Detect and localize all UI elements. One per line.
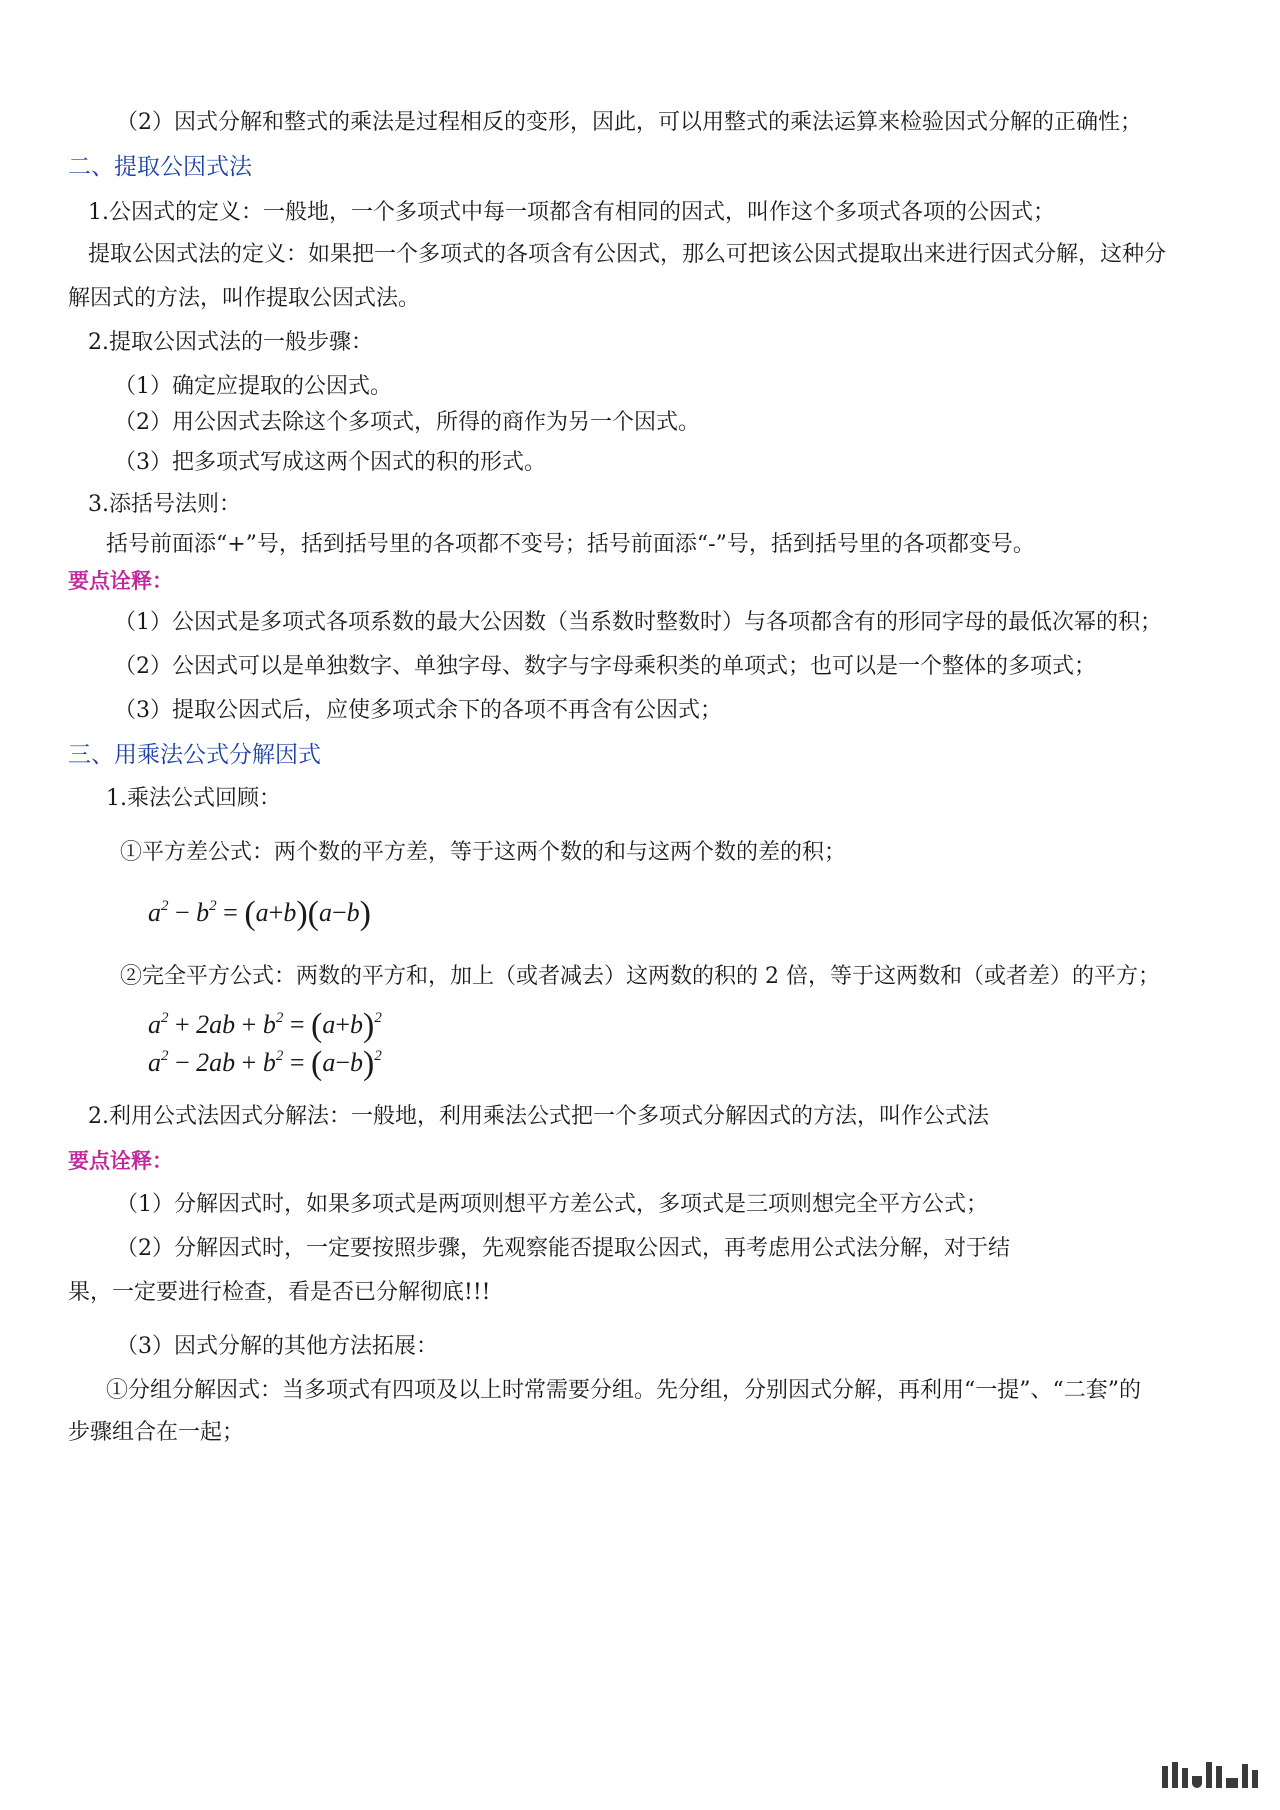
extraction-method-definition-line1: 提取公因式法的定义：如果把一个多项式的各项含有公因式，那么可把该公因式提取出来进行因式分解，这种分 xyxy=(88,242,1167,267)
section-heading-extract-common-factor: 二、提取公因式法 xyxy=(68,154,252,180)
steps-title: 2.提取公因式法的一般步骤： xyxy=(88,330,373,355)
perfect-square-difference-formula: $a^2 - 2ab + b^2 = (a-b)^2$ xyxy=(148,1045,382,1082)
perfect-square-text: ②完全平方公式：两数的平方和，加上（或者减去）这两数的积的 2 倍，等于这两数和（或者差）的平方； xyxy=(120,964,1160,989)
extraction-method-definition-line2: 解因式的方法，叫作提取公因式法。 xyxy=(68,286,421,311)
intro-line: （2）因式分解和整式的乘法是过程相反的变形，因此，可以用整式的乘法运算来检验因式分解的正确性； xyxy=(116,110,1143,135)
key-point-item: （2）公因式可以是单独数字、单独字母、数字与字母乘积类的单项式；也可以是一个整体的多项式； xyxy=(114,654,1097,679)
bracket-rule-title: 3.添括号法则： xyxy=(88,492,241,517)
formula-review-title: 1.乘法公式回顾： xyxy=(106,786,281,811)
step-item: （3）把多项式写成这两个因式的积的形式。 xyxy=(114,450,546,475)
key-point-item: （1）公因式是多项式各项系数的最大公因数（当系数时整数时）与各项都含有的形同字母的最低次幂的积； xyxy=(114,610,1163,635)
difference-of-squares-formula: $a^2 - b^2 = (a+b)(a-b)$ xyxy=(148,895,371,932)
key-point-item-continued: 果，一定要进行检查，看是否已分解彻底!!! xyxy=(68,1280,491,1305)
section-heading-multiplication-formulas: 三、用乘法公式分解因式 xyxy=(68,742,321,768)
key-point-item: （1）分解因式时，如果多项式是两项则想平方差公式，多项式是三项则想完全平方公式； xyxy=(116,1192,989,1217)
difference-of-squares-text: ①平方差公式：两个数的平方差，等于这两个数的和与这两个数的差的积； xyxy=(120,840,847,865)
step-item: （1）确定应提取的公因式。 xyxy=(114,374,392,399)
perfect-square-sum-formula: $a^2 + 2ab + b^2 = (a+b)^2$ xyxy=(148,1007,382,1044)
watermark-logo xyxy=(1162,1762,1258,1788)
key-point-item: （2）分解因式时，一定要按照步骤，先观察能否提取公因式，再考虑用公式法分解，对于结 xyxy=(116,1236,1011,1261)
key-points-label: 要点诠释： xyxy=(68,568,173,593)
other-methods-title: （3）因式分解的其他方法拓展： xyxy=(116,1334,438,1359)
grouping-method-line1: ①分组分解因式：当多项式有四项及以上时常需要分组。先分组，分别因式分解，再利用“一提”、“二套”的 xyxy=(106,1378,1141,1403)
common-factor-definition: 1.公因式的定义：一般地，一个多项式中每一项都含有相同的因式，叫作这个多项式各项的公因式； xyxy=(88,200,1055,225)
key-point-item: （3）提取公因式后，应使多项式余下的各项不再含有公因式； xyxy=(114,698,722,723)
bracket-rule-text: 括号前面添“+”号，括到括号里的各项都不变号；括号前面添“-”号，括到括号里的各项都变号。 xyxy=(106,532,1035,557)
key-points-label: 要点诠释： xyxy=(68,1148,173,1173)
grouping-method-line2: 步骤组合在一起； xyxy=(68,1420,245,1445)
step-item: （2）用公因式去除这个多项式，所得的商作为另一个因式。 xyxy=(114,410,700,435)
formula-method-text: 2.利用公式法因式分解法：一般地，利用乘法公式把一个多项式分解因式的方法，叫作公式法 xyxy=(88,1104,989,1129)
